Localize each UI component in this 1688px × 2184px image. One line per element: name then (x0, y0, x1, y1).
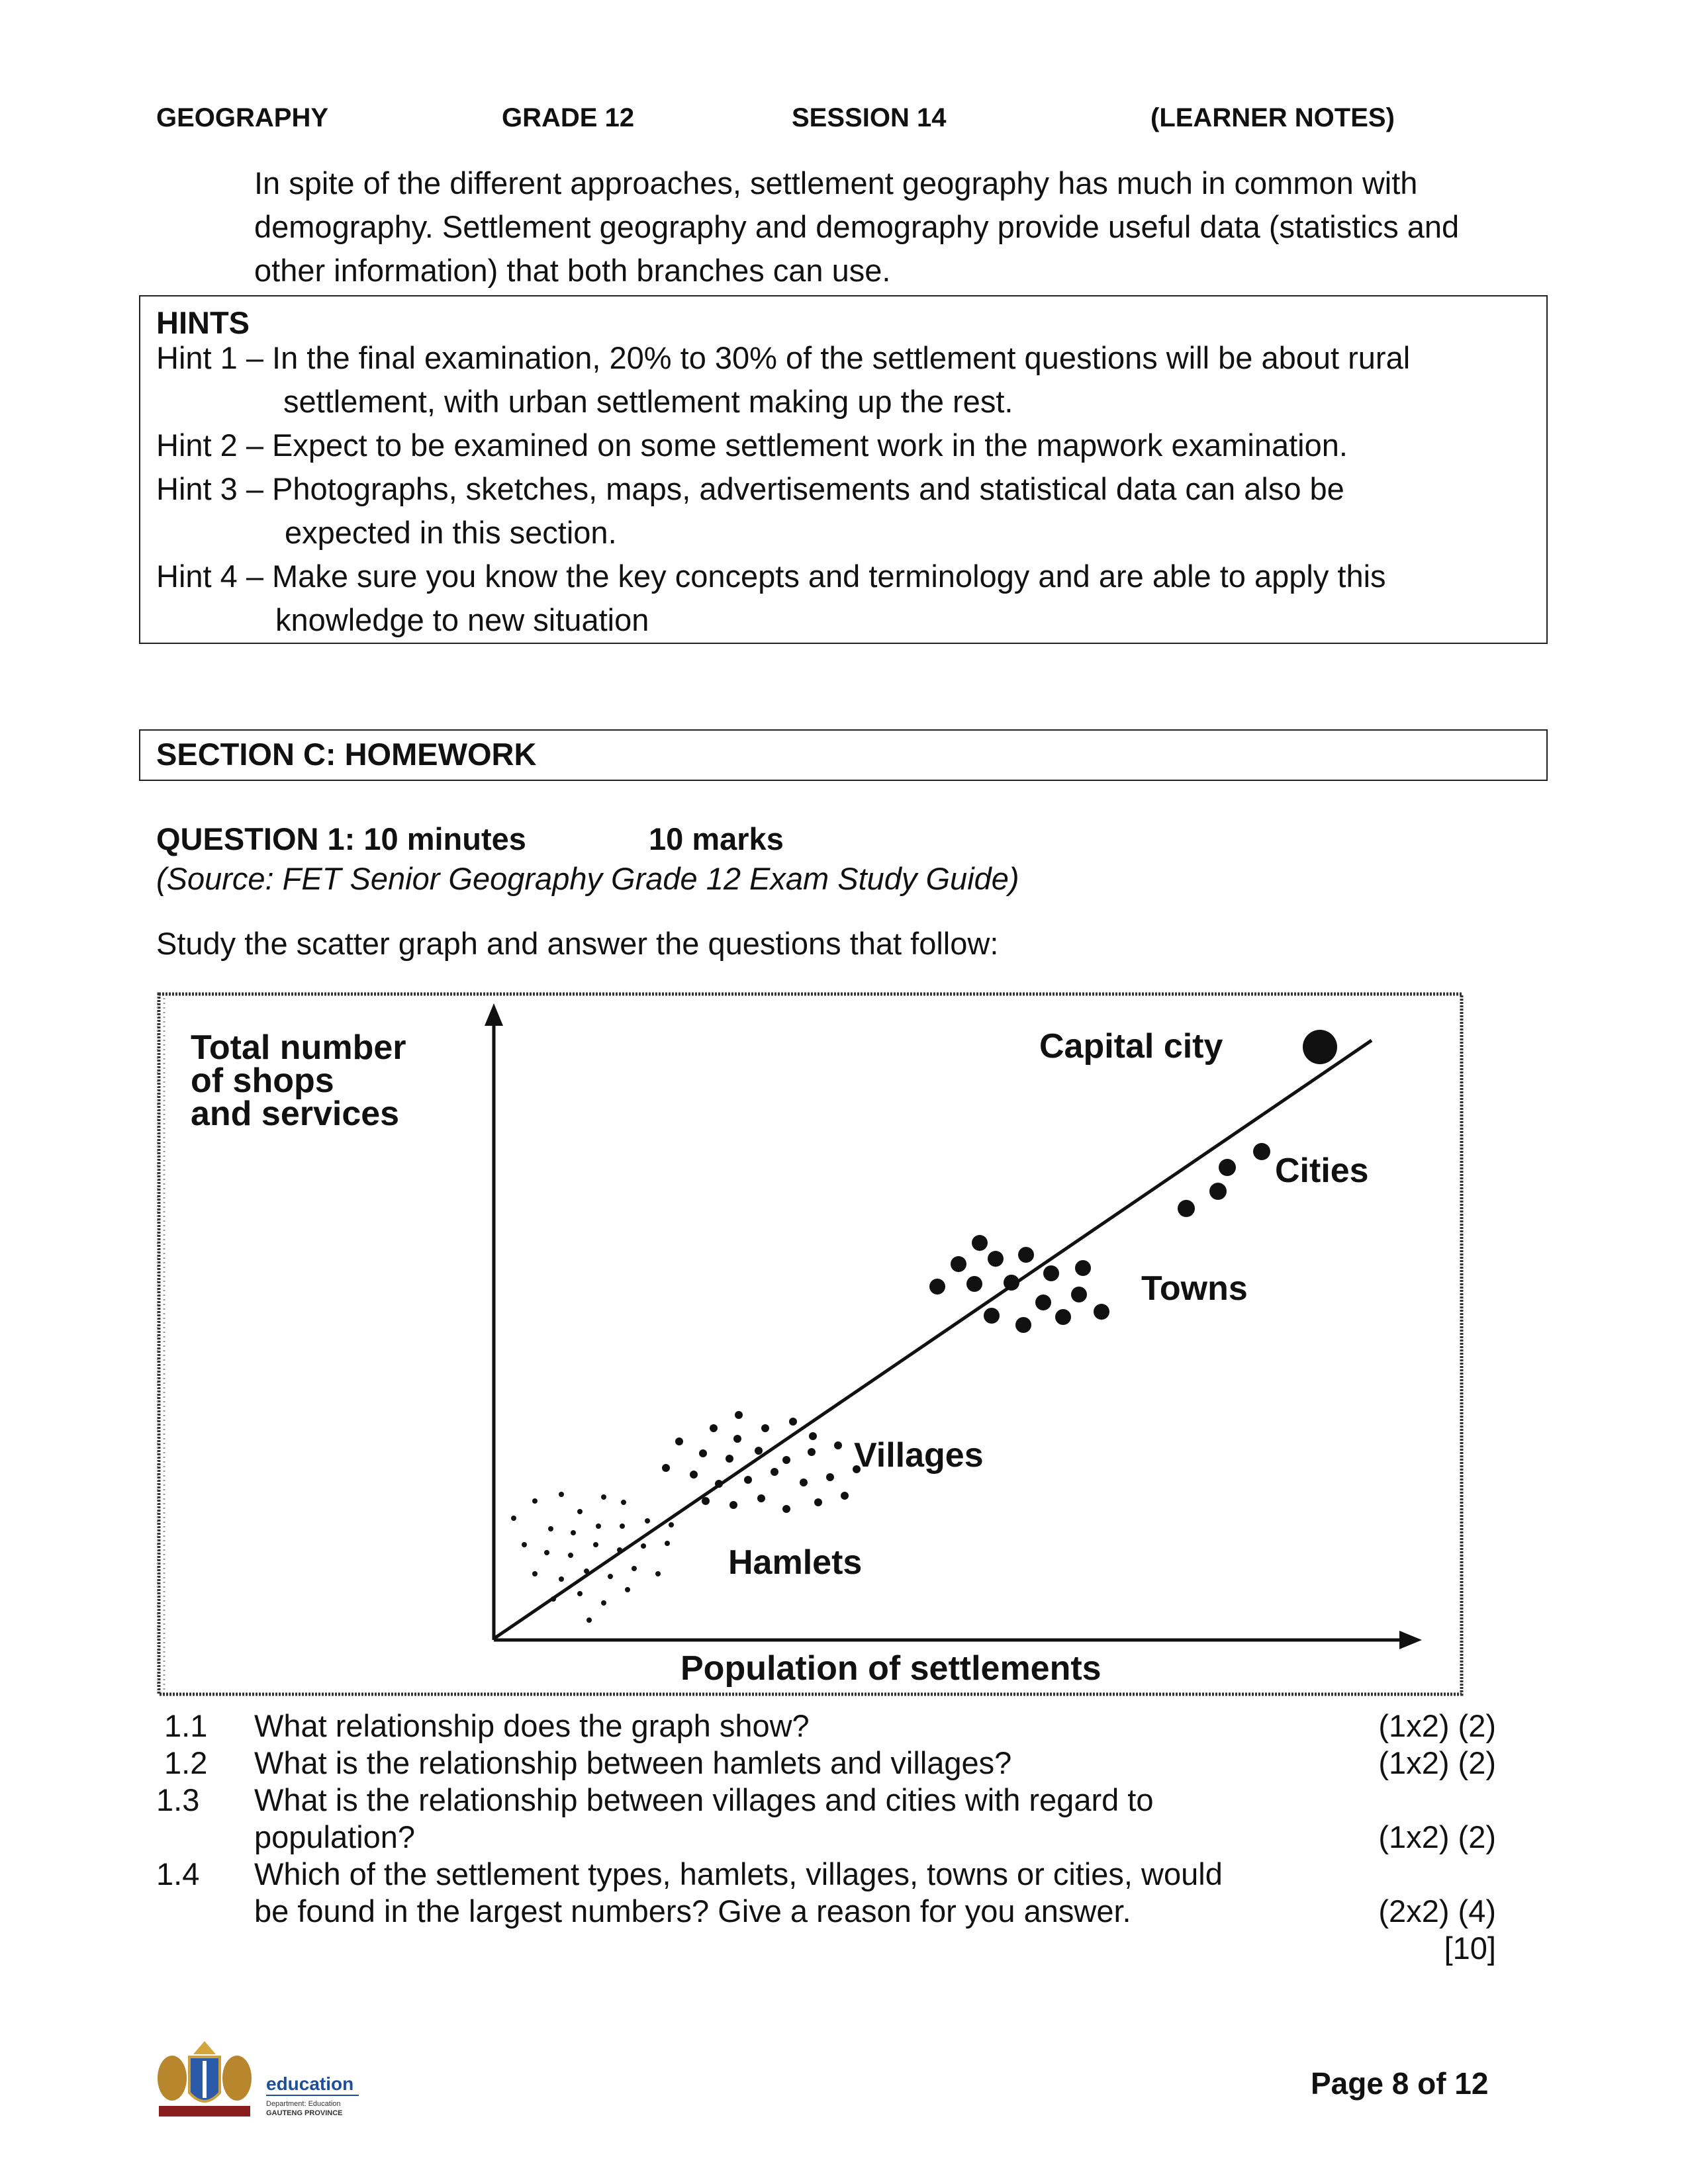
point-villages (744, 1476, 752, 1484)
point-towns (1075, 1260, 1091, 1276)
point-villages (834, 1441, 842, 1449)
point-hamlets (551, 1596, 556, 1602)
hint-1-line2: settlement, with urban settlement making up the rest. (283, 384, 1013, 419)
point-hamlets (571, 1530, 576, 1535)
q1-3-text-line1: What is the relationship between villages and cities with regard to (254, 1782, 1154, 1817)
q1-2-text: What is the relationship between hamlets and villages? (254, 1745, 1012, 1780)
point-villages (702, 1497, 710, 1505)
point-hamlets (532, 1571, 538, 1576)
question-marks: 10 marks (649, 821, 784, 856)
y-axis-label-line3: and services (191, 1095, 400, 1133)
logo-sub1: Department: Education (266, 2100, 341, 2108)
point-hamlets (665, 1541, 670, 1546)
y-axis-label-line1: Total number (191, 1028, 406, 1067)
q1-4-marks: (2x2) (4) (1378, 1893, 1496, 1929)
point-capital (1303, 1030, 1337, 1064)
point-cities (1178, 1200, 1195, 1217)
point-hamlets (620, 1524, 625, 1529)
point-hamlets (601, 1600, 606, 1606)
point-villages (690, 1471, 698, 1479)
question-total: [10] (1444, 1931, 1496, 1966)
hint-3-line2: expected in this section. (285, 515, 617, 550)
label-villages: Villages (854, 1436, 984, 1475)
point-villages (710, 1424, 718, 1432)
point-villages (726, 1455, 733, 1463)
point-villages (808, 1448, 816, 1456)
page-number: Page 8 of 12 (1311, 2066, 1489, 2101)
q1-1-text: What relationship does the graph show? (254, 1708, 810, 1743)
q1-4-text-line1: Which of the settlement types, hamlets, villages, towns or cities, would (254, 1856, 1223, 1891)
point-villages (809, 1432, 817, 1440)
point-villages (757, 1494, 765, 1502)
question-source: (Source: FET Senior Geography Grade 12 Exam Study Guide) (156, 861, 1019, 896)
hints-title: HINTS (156, 305, 250, 340)
point-villages (789, 1418, 797, 1426)
logo-sub2: GAUTENG PROVINCE (266, 2109, 343, 2117)
intro-paragraph: In spite of the different approaches, settlement geography has much in common with demography. Settlement geography and demography provide useful data (statistics and other information) that both branches can use. (254, 165, 1460, 288)
point-hamlets (641, 1543, 646, 1549)
point-villages (814, 1498, 822, 1506)
point-hamlets (544, 1550, 549, 1555)
scatter-graph (156, 991, 1464, 1697)
point-hamlets (632, 1566, 637, 1571)
point-hamlets (511, 1516, 516, 1521)
label-towns: Towns (1141, 1269, 1248, 1308)
label-cities: Cities (1275, 1152, 1369, 1190)
gauteng-education-logo (146, 2032, 391, 2124)
point-hamlets (577, 1509, 583, 1514)
coat-of-arms-icon (158, 2041, 252, 2116)
point-hamlets (559, 1492, 564, 1497)
point-hamlets (617, 1547, 622, 1553)
point-hamlets (532, 1498, 538, 1504)
question-instruction: Study the scatter graph and answer the questions that follow: (156, 926, 999, 961)
header-session: SESSION 14 (792, 103, 947, 132)
point-villages (675, 1437, 683, 1445)
x-axis-label: Population of settlements (680, 1649, 1102, 1688)
q1-2-marks: (1x2) (2) (1378, 1745, 1496, 1780)
point-hamlets (608, 1574, 613, 1579)
point-towns (972, 1235, 988, 1251)
q1-3-text-line2: population? (254, 1819, 416, 1854)
point-towns (1035, 1295, 1051, 1310)
point-villages (733, 1435, 741, 1443)
label-capital-city: Capital city (1039, 1027, 1223, 1066)
hint-4-line1: Hint 4 – Make sure you know the key concepts and terminology and are able to apply this (156, 559, 1386, 594)
point-villages (771, 1468, 778, 1476)
point-villages (782, 1456, 790, 1464)
point-villages (699, 1449, 707, 1457)
point-towns (929, 1279, 945, 1295)
point-towns (1094, 1304, 1109, 1320)
point-villages (761, 1424, 769, 1432)
q1-3-number: 1.3 (156, 1782, 200, 1817)
point-hamlets (596, 1524, 601, 1529)
label-hamlets: Hamlets (728, 1543, 863, 1582)
point-villages (715, 1480, 723, 1488)
logo-text: education (266, 2073, 354, 2094)
point-hamlets (584, 1569, 589, 1574)
point-villages (841, 1492, 849, 1500)
point-villages (735, 1411, 743, 1419)
point-cities (1219, 1159, 1236, 1176)
point-towns (966, 1276, 982, 1292)
point-towns (1043, 1265, 1059, 1281)
point-villages (826, 1473, 834, 1481)
y-axis-label-line2: of shops (191, 1062, 334, 1100)
hint-4-line2: knowledge to new situation (275, 602, 649, 637)
point-hamlets (577, 1591, 583, 1596)
q1-2-number: 1.2 (164, 1745, 208, 1780)
point-towns (984, 1308, 1000, 1324)
hint-2-line1: Hint 2 – Expect to be examined on some settlement work in the mapwork examination. (156, 428, 1348, 463)
q1-4-number: 1.4 (156, 1856, 200, 1891)
point-hamlets (586, 1617, 592, 1623)
point-hamlets (655, 1571, 661, 1576)
point-villages (729, 1501, 737, 1509)
point-towns (1071, 1287, 1087, 1302)
point-towns (988, 1251, 1004, 1267)
point-cities (1209, 1183, 1227, 1200)
point-towns (1004, 1275, 1019, 1291)
q1-3-marks: (1x2) (2) (1378, 1819, 1496, 1854)
point-hamlets (645, 1518, 650, 1524)
point-hamlets (625, 1587, 630, 1592)
point-hamlets (669, 1522, 674, 1527)
header-notes: (LEARNER NOTES) (1150, 103, 1395, 132)
point-villages (662, 1464, 670, 1472)
point-hamlets (568, 1553, 573, 1558)
point-villages (755, 1447, 763, 1455)
point-towns (1055, 1309, 1071, 1325)
header-subject: GEOGRAPHY (156, 103, 329, 132)
hint-1-line1: Hint 1 – In the final examination, 20% to 30% of the settlement questions will be about rural (156, 340, 1411, 375)
section-title: SECTION C: HOMEWORK (156, 737, 537, 772)
point-hamlets (593, 1542, 598, 1547)
point-towns (951, 1256, 966, 1272)
q1-1-number: 1.1 (164, 1708, 208, 1743)
point-cities (1253, 1143, 1270, 1160)
hint-3-line1: Hint 3 – Photographs, sketches, maps, advertisements and statistical data can also be (156, 471, 1344, 506)
point-towns (1015, 1317, 1031, 1333)
q1-4-text-line2: be found in the largest numbers? Give a reason for you answer. (254, 1893, 1131, 1929)
point-towns (1018, 1247, 1034, 1263)
header-grade: GRADE 12 (502, 103, 635, 132)
point-hamlets (548, 1526, 553, 1531)
point-villages (782, 1505, 790, 1513)
question-title: QUESTION 1: 10 minutes (156, 821, 526, 856)
point-hamlets (601, 1494, 606, 1500)
point-villages (800, 1479, 808, 1486)
q1-1-marks: (1x2) (2) (1378, 1708, 1496, 1743)
point-hamlets (522, 1542, 527, 1547)
point-hamlets (621, 1500, 626, 1505)
point-hamlets (559, 1576, 564, 1582)
